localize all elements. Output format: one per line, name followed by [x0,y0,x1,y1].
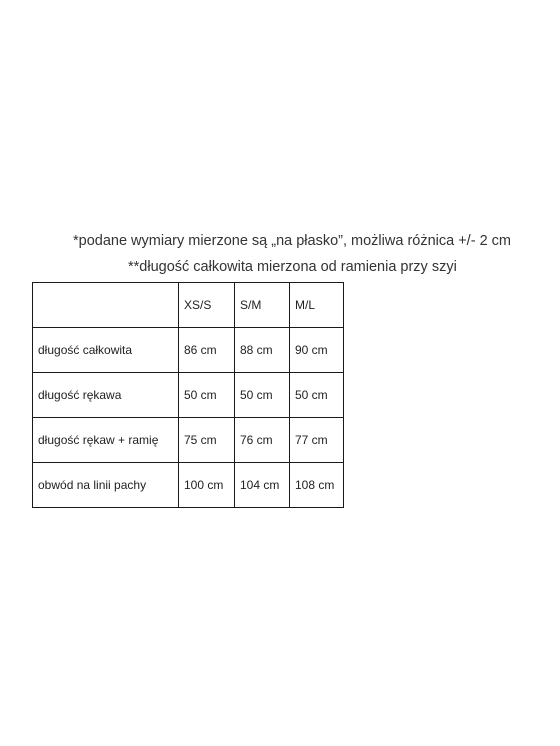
value-cell: 50 cm [235,373,290,418]
value-cell: 76 cm [235,418,290,463]
value-cell: 104 cm [235,463,290,508]
value-cell: 90 cm [290,328,344,373]
table-header-row [33,283,344,328]
row-label: obwód na linii pachy [33,463,179,508]
value-cell: 100 cm [179,463,235,508]
value-cell: 50 cm [290,373,344,418]
measurement-note: *podane wymiary mierzone są „na płasko”, możliwa różnica +/- 2 cm [73,233,511,249]
value-cell: 108 cm [290,463,344,508]
value-cell: 86 cm [179,328,235,373]
value-cell: 50 cm [179,373,235,418]
header-cell-m-l: M/L [290,283,344,328]
table-row [33,418,344,463]
row-label: długość rękawa [33,373,179,418]
value-cell: 88 cm [235,328,290,373]
value-cell: 75 cm [179,418,235,463]
row-label: długość całkowita [33,328,179,373]
table-row [33,463,344,508]
header-cell-empty [33,283,179,328]
table-row [33,373,344,418]
size-chart-table [32,282,344,508]
table-row [33,328,344,373]
header-cell-s-m: S/M [235,283,290,328]
header-cell-xs-s: XS/S [179,283,235,328]
value-cell: 77 cm [290,418,344,463]
length-note: **długość całkowita mierzona od ramienia przy szyi [128,259,457,275]
row-label: długość rękaw + ramię [33,418,179,463]
